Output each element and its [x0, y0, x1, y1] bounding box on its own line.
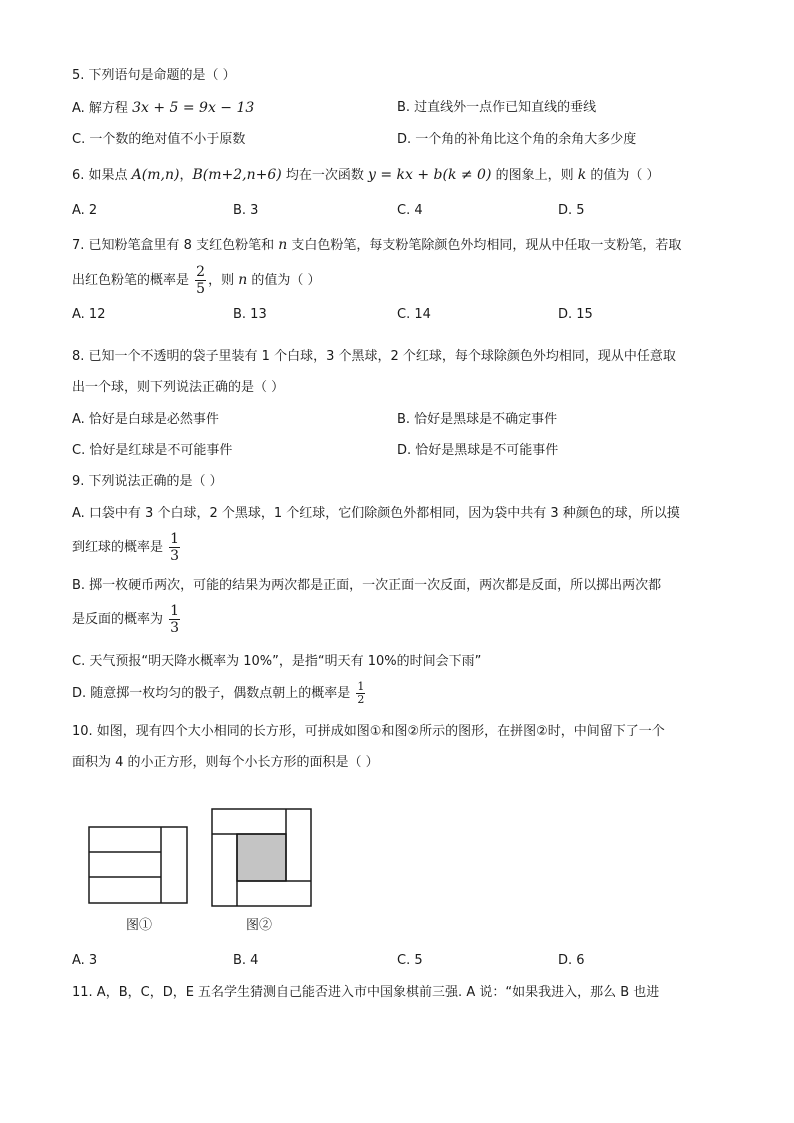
- q6-option-b: B. 3: [233, 203, 259, 218]
- q8-option-c: C. 恰好是红球是不可能事件: [72, 443, 233, 458]
- q7-stem-line1: 7. 已知粉笔盒里有 8 支红色粉笔和 n 支白色粉笔，每支粉笔除颜色外均相同，现从中任取一支粉笔，若取: [72, 237, 682, 253]
- q7-option-b: B. 13: [233, 307, 267, 322]
- q6-stem: 6. 如果点 A(m,n)，B(m+2,n+6) 均在一次函数 y = kx + b(k ≠ 0) 的图象上，则 k 的值为（ ）: [72, 167, 660, 183]
- q9-option-d: D. 随意掷一枚均匀的骰子，偶数点朝上的概率是 $\frac{1}{2}$: [72, 680, 365, 706]
- q9-stem: 9. 下列说法正确的是（ ）: [72, 474, 223, 489]
- q10-stem-line1: 10. 如图，现有四个大小相同的长方形，可拼成如图①和图②所示的图形，在拼图②时，中间留下了一个: [72, 724, 665, 739]
- q10-stem-line2: 面积为 4 的小正方形，则每个小长方形的面积是（ ）: [72, 755, 379, 770]
- q5-option-d: D. 一个角的补角比这个角的余角大多少度: [397, 132, 637, 147]
- q8-option-b: B. 恰好是黑球是不确定事件: [397, 412, 558, 427]
- q10-option-c: C. 5: [397, 953, 423, 968]
- q7-option-d: D. 15: [558, 307, 593, 322]
- q8-option-a: A. 恰好是白球是必然事件: [72, 412, 219, 427]
- q9-option-b-line2: 是反面的概率为 $\frac{1}{3}$: [72, 603, 180, 636]
- q6-option-c: C. 4: [397, 203, 423, 218]
- q5-option-b: B. 过直线外一点作已知直线的垂线: [397, 100, 597, 115]
- q7-option-c: C. 14: [397, 307, 431, 322]
- q9-d-fraction: $\frac{1}{2}$: [357, 680, 365, 706]
- q6-option-a: A. 2: [72, 203, 98, 218]
- fig2-center-square: [237, 834, 286, 881]
- q5-option-a: A. 解方程 3x + 5 = 9x − 13: [72, 100, 255, 116]
- q10-option-a: A. 3: [72, 953, 98, 968]
- fig1-caption: 图①: [126, 918, 153, 933]
- q8-stem-line2: 出一个球，则下列说法正确的是（ ）: [72, 380, 285, 395]
- q7-fraction: $\frac{2}{5}$: [196, 264, 206, 297]
- q7-option-a: A. 12: [72, 307, 106, 322]
- q9-option-b-line1: B. 掷一枚硬币两次，可能的结果为两次都是正面，一次正面一次反面，两次都是反面，所以掷出两次都: [72, 578, 662, 593]
- q10-option-d: D. 6: [558, 953, 585, 968]
- q9-option-a-line2: 到红球的概率是 $\frac{1}{3}$: [72, 531, 180, 564]
- fig2-caption: 图②: [246, 918, 273, 933]
- figure-1: [88, 826, 188, 904]
- q10-option-b: B. 4: [233, 953, 259, 968]
- q6-option-d: D. 5: [558, 203, 585, 218]
- q7-stem-line2: 出红色粉笔的概率是 $\frac{2}{5}$ ，则 n 的值为（ ）: [72, 264, 321, 297]
- q5-stem: 5. 下列语句是命题的是（ ）: [72, 68, 236, 83]
- fig1-outline: [89, 827, 187, 903]
- q9-option-c: C. 天气预报“明天降水概率为 10%”，是指“明天有 10%的时间会下雨”: [72, 654, 482, 669]
- q5-option-c: C. 一个数的绝对值不小于原数: [72, 132, 246, 147]
- q9-option-a-line1: A. 口袋中有 3 个白球，2 个黑球，1 个红球，它们除颜色外都相同，因为袋中共有 3 种颜色的球，所以摸: [72, 506, 680, 521]
- q9-a-fraction: $\frac{1}{3}$: [170, 531, 180, 564]
- figure-2: [211, 808, 312, 907]
- q8-stem-line1: 8. 已知一个不透明的袋子里装有 1 个白球，3 个黑球，2 个红球，每个球除颜色外均相同，现从中任意取: [72, 349, 676, 364]
- q11-stem-line1: 11. A，B，C，D，E 五名学生猜测自己能否进入市中国象棋前三强. A 说：“如果我进入，那么 B 也进: [72, 985, 660, 1000]
- q9-b-fraction: $\frac{1}{3}$: [170, 603, 180, 636]
- q8-option-d: D. 恰好是黑球是不可能事件: [397, 443, 559, 458]
